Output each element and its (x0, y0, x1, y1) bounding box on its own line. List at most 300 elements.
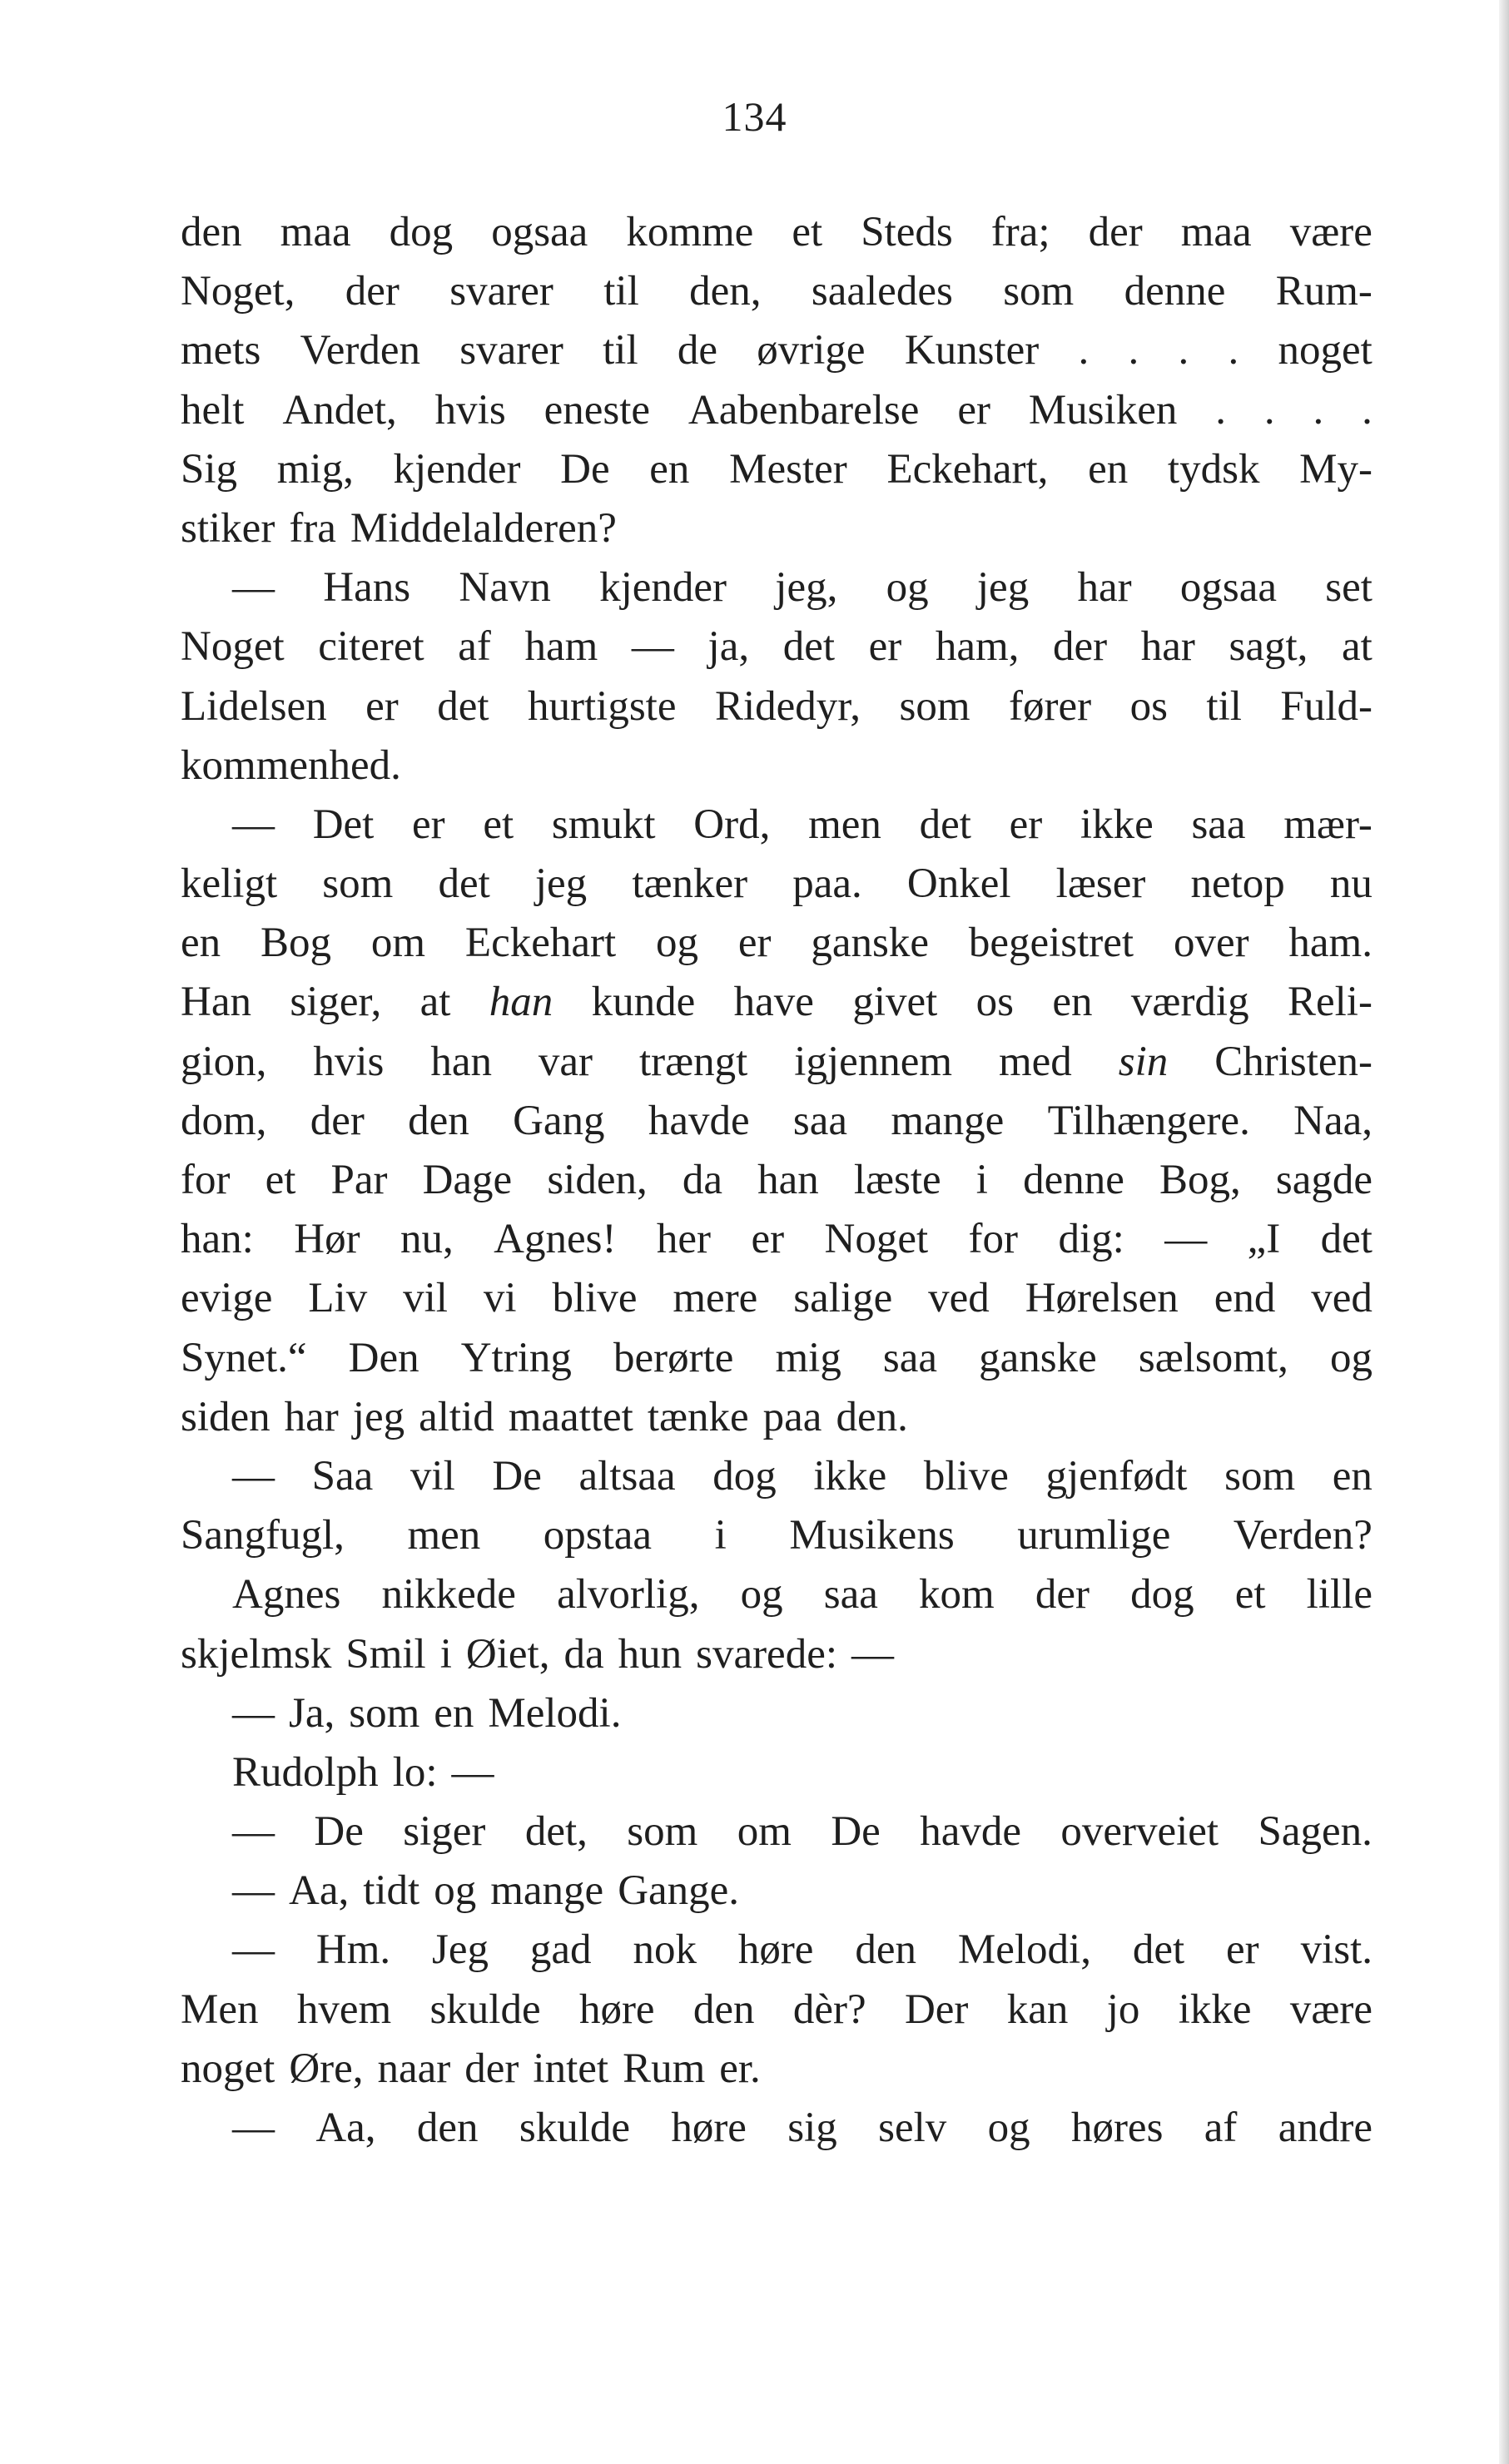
word: Hørelsen (1025, 1275, 1179, 1322)
word: Andet, (282, 386, 397, 434)
word: hun (618, 1630, 683, 1678)
word: os (1129, 682, 1168, 730)
text-line (181, 1743, 1372, 1802)
word: gad (529, 1926, 592, 1974)
word: den (408, 1097, 469, 1144)
word: Sagen. (1258, 1808, 1372, 1856)
word: Bog (261, 920, 332, 967)
word: Noget (181, 623, 285, 671)
word: gjenfødt (1045, 1452, 1188, 1500)
word: Noget, (181, 268, 295, 315)
word: har (1077, 564, 1132, 612)
word: Han (181, 979, 251, 1026)
word: Verden (300, 327, 421, 374)
text-line (181, 855, 1372, 914)
word: ham. (1288, 920, 1372, 967)
word: — (232, 1452, 275, 1500)
word: jeg (352, 1393, 405, 1440)
word: Musikens (789, 1512, 955, 1559)
word: Verden? (1233, 1512, 1372, 1559)
word: og (886, 564, 929, 612)
word: Reli- (1287, 979, 1372, 1026)
word: maattet (508, 1393, 633, 1440)
word: over (1173, 920, 1249, 967)
word: — (232, 1867, 275, 1915)
word: — (631, 623, 674, 671)
word: evige (181, 1275, 273, 1322)
word: i (975, 1157, 988, 1203)
text-line (181, 558, 1372, 617)
word: et (792, 209, 823, 255)
word: — (851, 1630, 895, 1678)
word: Det (312, 801, 375, 848)
word: et (265, 1157, 296, 1203)
word: er (365, 682, 399, 730)
text-line (181, 1151, 1372, 1210)
word: er (412, 801, 445, 848)
word: Aa, (315, 2105, 376, 2151)
word: men (808, 801, 881, 848)
word: der (310, 1097, 365, 1144)
word: paa (762, 1393, 822, 1440)
word: dog (1130, 1571, 1194, 1619)
word: Aa, (289, 1867, 350, 1915)
word: Navn (459, 564, 551, 612)
word: Agnes! (494, 1216, 617, 1263)
word: er (1226, 1926, 1259, 1974)
word: altid (419, 1393, 494, 1440)
word: er (737, 920, 772, 967)
word: Middelalderen? (350, 504, 617, 552)
text-line (181, 1684, 1372, 1743)
word: overveiet (1060, 1808, 1219, 1856)
word: hvis (434, 386, 506, 434)
word: mets (181, 327, 261, 374)
word: Eckehart (464, 920, 617, 967)
word: om (370, 920, 426, 967)
word: — (232, 1808, 275, 1856)
word: fra (289, 504, 336, 552)
text-line (181, 321, 1372, 380)
word: vil (403, 1275, 448, 1322)
word: høre (737, 1926, 814, 1974)
word: dog (712, 1452, 777, 1500)
word: dèr? (792, 1986, 866, 2033)
word: saa (823, 1571, 878, 1619)
word: ikke (1080, 801, 1154, 848)
word: Naa, (1293, 1097, 1372, 1144)
word: Hør (294, 1216, 360, 1263)
word: . (1178, 327, 1189, 374)
word: tidt (363, 1867, 420, 1915)
word: et (1234, 1571, 1266, 1619)
word: Sig (181, 445, 238, 493)
word: er (1009, 801, 1043, 848)
word: han (430, 1038, 492, 1085)
word: ham, (935, 623, 1020, 671)
word: blive (923, 1452, 1009, 1500)
word: værdig (1130, 979, 1249, 1026)
word: til (1206, 682, 1242, 730)
word: — (232, 801, 275, 848)
word: et (483, 801, 514, 848)
word: Dage (422, 1157, 513, 1203)
word: jeg, (775, 564, 838, 612)
word: har (284, 1393, 339, 1440)
word: Men (181, 1986, 259, 2033)
word: helt (181, 386, 245, 434)
word: Tilhængere. (1047, 1097, 1250, 1144)
word: ikke (813, 1452, 887, 1500)
text-line (181, 499, 1372, 558)
word: kjender (393, 445, 521, 493)
word: Bog, (1159, 1157, 1241, 1203)
text-line (181, 1092, 1372, 1151)
word: den, (689, 268, 762, 315)
word: Rum (623, 2045, 706, 2092)
word: — (451, 1748, 494, 1796)
word: som (349, 1689, 420, 1737)
word: Hans (323, 564, 411, 612)
word: stiker (181, 504, 275, 552)
word: ogsaa (491, 209, 588, 255)
word: Øiet, (465, 1630, 550, 1678)
word: Den (348, 1334, 419, 1381)
word: Melodi. (488, 1689, 622, 1737)
word: der (1088, 209, 1143, 255)
word: Aabenbarelse (687, 386, 920, 434)
word: „I (1247, 1216, 1281, 1263)
word: — (232, 564, 275, 612)
word: for (968, 1216, 1019, 1263)
page-edge-shadow (1499, 0, 1509, 2464)
word: Fuld- (1280, 682, 1372, 730)
text-line (181, 440, 1372, 499)
word: have (733, 979, 814, 1026)
word: er (957, 386, 990, 434)
word: trængt (638, 1038, 748, 1085)
word: gion, (181, 1038, 267, 1085)
word: Ridedyr, (714, 682, 861, 730)
word: salige (793, 1275, 893, 1322)
word: den (855, 1926, 916, 1974)
word: My- (1299, 445, 1372, 493)
text-line (181, 1862, 1372, 1921)
word: ham (524, 623, 598, 671)
text-line (181, 617, 1372, 677)
word: sagde (1275, 1157, 1372, 1203)
text-line (181, 2040, 1372, 2099)
word: Christen- (1214, 1038, 1372, 1085)
word: nok (633, 1926, 697, 1974)
word: Saa (311, 1452, 374, 1500)
word: maa (1180, 209, 1252, 255)
word: høre (671, 2105, 747, 2151)
word: ved (1311, 1275, 1372, 1322)
word: denne (1023, 1157, 1124, 1203)
word: til (603, 268, 639, 315)
text-line (181, 1269, 1372, 1328)
word: han (489, 979, 553, 1026)
word: mange (490, 1867, 604, 1915)
word: Musiken (1028, 386, 1178, 434)
word: der (1053, 623, 1108, 671)
word: Gang (513, 1097, 605, 1144)
word: det (919, 801, 971, 848)
word: eneste (544, 386, 651, 434)
text-line (181, 2099, 1372, 2158)
word: der (345, 268, 400, 315)
text-line (181, 677, 1372, 736)
word: ganske (811, 920, 929, 967)
word: . (1078, 327, 1090, 374)
word: ogsaa (1179, 564, 1277, 612)
word: . (1263, 386, 1275, 434)
word: Sangfugl, (181, 1512, 345, 1559)
word: med (998, 1038, 1072, 1085)
text-line (181, 1329, 1372, 1388)
word: . (1313, 386, 1324, 434)
text-line (181, 1447, 1372, 1506)
word: nu, (400, 1216, 454, 1263)
word: jo (1106, 1986, 1140, 2033)
word: det (1320, 1216, 1372, 1263)
word: blive (552, 1275, 638, 1322)
word: skjelmsk (181, 1630, 332, 1678)
word: Smil (345, 1630, 426, 1678)
word: kommenhed. (181, 741, 401, 789)
word: saa (882, 1334, 938, 1381)
text-line (181, 1625, 1372, 1684)
word: Ord, (693, 801, 771, 848)
word: komme (626, 209, 754, 255)
word: nu (1329, 860, 1372, 908)
word: Kunster (904, 327, 1040, 374)
word: tænke (647, 1393, 749, 1440)
word: denne (1124, 268, 1226, 315)
word: i (439, 1630, 452, 1678)
word: vist. (1300, 1926, 1372, 1974)
word: set (1325, 564, 1372, 612)
word: — (232, 1926, 275, 1974)
word: det (437, 682, 489, 730)
word: som (322, 860, 394, 908)
word: end (1214, 1275, 1276, 1322)
word: De (560, 445, 610, 493)
text-line (181, 1981, 1372, 2040)
word: Hm. (315, 1926, 391, 1974)
word: skulde (519, 2105, 630, 2151)
word: der (1035, 1571, 1090, 1619)
word: det (438, 860, 490, 908)
word: sagt, (1229, 623, 1308, 671)
word: dom, (181, 1097, 267, 1144)
word: i (714, 1512, 727, 1559)
word: som (1224, 1452, 1296, 1500)
word: der (464, 2045, 519, 2092)
word: mig (775, 1334, 841, 1381)
word: berørte (613, 1334, 734, 1381)
text-line (181, 1388, 1372, 1447)
word: ganske (979, 1334, 1097, 1381)
word: lille (1306, 1571, 1372, 1619)
word: andre (1278, 2105, 1372, 2151)
word: havde (920, 1808, 1021, 1856)
page-number: 134 (722, 93, 787, 140)
word: Rum- (1275, 268, 1372, 315)
word: høres (1070, 2105, 1164, 2151)
word: Eckehart, (886, 445, 1049, 493)
word: Ja, (289, 1689, 335, 1737)
word: havde (648, 1097, 750, 1144)
word: af (1204, 2105, 1238, 2151)
word: Der (904, 1986, 969, 2033)
word: maa (280, 209, 351, 255)
word: hvem (296, 1986, 392, 2033)
text-line (181, 1802, 1372, 1862)
word: kjender (599, 564, 727, 612)
word: Ytring (460, 1334, 572, 1381)
word: ved (928, 1275, 990, 1322)
word: saa (1191, 801, 1246, 848)
word: — (232, 1689, 275, 1737)
word: alvorlig, (557, 1571, 700, 1619)
text-line (181, 1506, 1372, 1565)
word: Onkel (906, 860, 1011, 908)
word: mig, (276, 445, 354, 493)
word: Melodi, (957, 1926, 1091, 1974)
word: det, (524, 1808, 588, 1856)
word: den (416, 2105, 479, 2151)
word: siden, (547, 1157, 648, 1203)
word: keligt (181, 860, 278, 908)
word: en (434, 1689, 474, 1737)
word: at (419, 979, 451, 1026)
word: saa (792, 1097, 848, 1144)
word: De (831, 1808, 881, 1856)
word: læste (853, 1157, 941, 1203)
word: jeg (976, 564, 1030, 612)
word: den (692, 1986, 755, 2033)
word: svarede: (696, 1630, 838, 1678)
word: er. (719, 2045, 761, 2092)
word: Lidelsen (181, 682, 327, 730)
word: igjennem (794, 1038, 953, 1085)
text-line (181, 796, 1372, 855)
word: og (987, 2105, 1030, 2151)
text-line (181, 1033, 1372, 1092)
word: her (656, 1216, 712, 1263)
word: øvrige (757, 327, 866, 374)
word: intet (533, 2045, 609, 2092)
word: mær- (1283, 801, 1372, 848)
word: Jeg (432, 1926, 489, 1974)
word: De (314, 1808, 364, 1856)
word: . (1362, 386, 1372, 434)
word: opstaa (543, 1512, 653, 1559)
word: men (407, 1512, 481, 1559)
word: dog (389, 209, 454, 255)
word: er (751, 1216, 785, 1263)
word: nikkede (381, 1571, 516, 1619)
word: hurtigste (528, 682, 677, 730)
word: Synet.“ (181, 1334, 307, 1381)
word: og (740, 1571, 783, 1619)
word: fører (1009, 682, 1092, 730)
word: De (492, 1452, 542, 1500)
word: svarer (459, 327, 563, 374)
text-line (181, 914, 1372, 973)
word: til (603, 327, 638, 374)
word: Agnes (232, 1571, 341, 1619)
word: det (782, 623, 836, 671)
word: paa. (792, 860, 862, 908)
word: svarer (449, 268, 553, 315)
word: tænker (632, 860, 748, 908)
word: . (1128, 327, 1139, 374)
word: en (1332, 1452, 1372, 1500)
word: Øre, (289, 2045, 364, 2092)
word: har (1140, 623, 1195, 671)
word: var (538, 1038, 593, 1085)
text-line (181, 736, 1372, 796)
word: dig: (1058, 1216, 1124, 1263)
word: siger, (290, 979, 382, 1026)
word: begeistret (968, 920, 1134, 967)
text-line (181, 1921, 1372, 1980)
word: at (1342, 623, 1372, 671)
word: læser (1055, 860, 1146, 908)
word: ikke (1178, 1986, 1252, 2033)
word: Mester (729, 445, 847, 493)
word: han (757, 1157, 819, 1203)
word: vi (483, 1275, 517, 1322)
word: og (656, 920, 698, 967)
word: tydsk (1167, 445, 1260, 493)
word: ja, (707, 623, 750, 671)
word: høre (578, 1986, 655, 2033)
word: sin (1118, 1038, 1169, 1085)
word: som (627, 1808, 698, 1856)
word: da (682, 1157, 722, 1203)
word: — (232, 2105, 275, 2151)
text-line (181, 262, 1372, 321)
word: smukt (551, 801, 656, 848)
word: altsaa (578, 1452, 676, 1500)
word: og (434, 1867, 477, 1915)
word: af (458, 623, 491, 671)
word: og (1329, 1334, 1372, 1381)
word: en (1088, 445, 1129, 493)
word: Gange. (618, 1867, 740, 1915)
word: Par (330, 1157, 388, 1203)
text-line (181, 1565, 1372, 1624)
word: en (649, 445, 690, 493)
word: da (563, 1630, 604, 1678)
word: være (1289, 209, 1372, 255)
word: kom (919, 1571, 995, 1619)
word: kunde (591, 979, 696, 1026)
word: en (181, 920, 221, 967)
word: fra; (990, 209, 1050, 255)
word: han: (181, 1216, 254, 1263)
word: siden (181, 1393, 271, 1440)
word: urumlige (1017, 1512, 1171, 1559)
word: netop (1190, 860, 1285, 908)
word: noget (1278, 327, 1372, 374)
word: de (677, 327, 718, 374)
word: mange (891, 1097, 1005, 1144)
